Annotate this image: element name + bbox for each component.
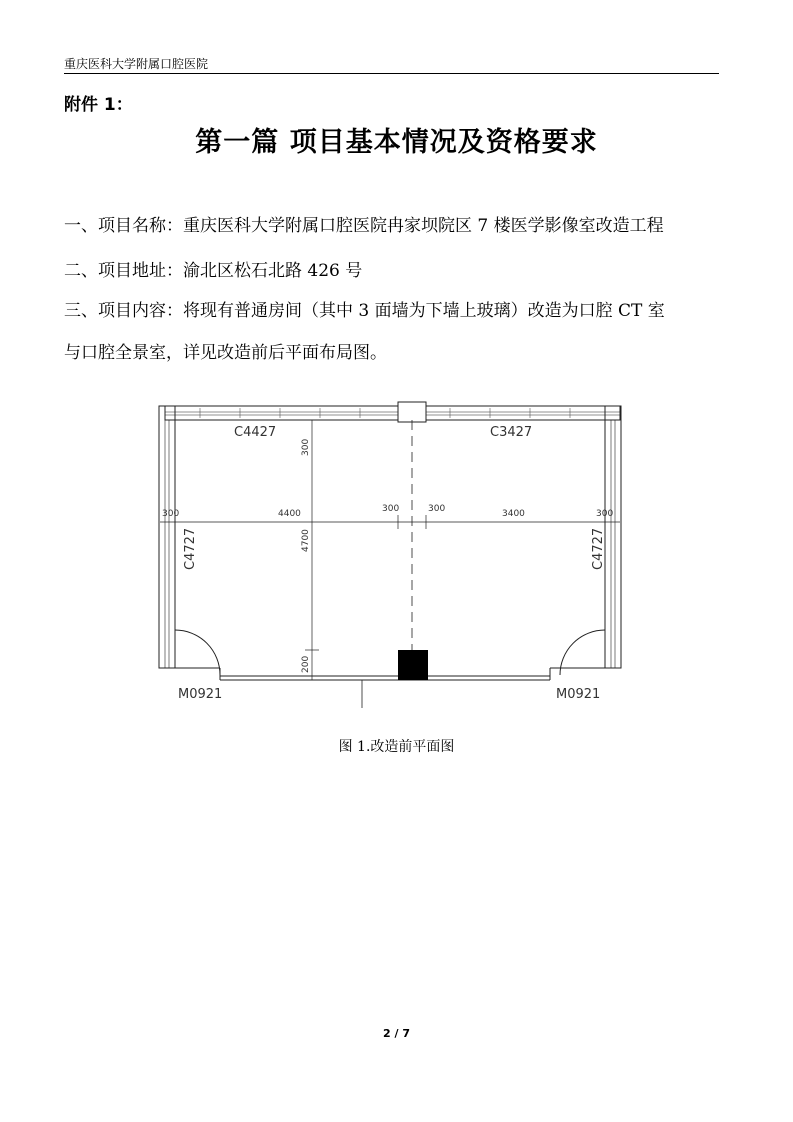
- project-content-line-2: 与口腔全景室，详见改造前后平面布局图。: [64, 343, 387, 363]
- dim-room-right-width: 3400: [502, 509, 525, 519]
- attachment-label: 附件 1：: [64, 95, 133, 115]
- window-label-c3427: C3427: [490, 425, 533, 440]
- center-column: [398, 402, 426, 422]
- structural-column: [398, 650, 428, 680]
- dim-mid-left: 300: [382, 504, 400, 514]
- floor-plan-drawing: [150, 390, 630, 710]
- window-label-c4427: C4427: [234, 425, 277, 440]
- door-label-left: M0921: [178, 687, 223, 702]
- dim-room-left-width: 4400: [278, 509, 301, 519]
- header-divider: [64, 73, 719, 74]
- right-wall: [605, 406, 621, 668]
- left-wall: [159, 406, 175, 668]
- dim-right-wall: 300: [596, 509, 614, 519]
- figure-caption: 图 1.改造前平面图: [338, 739, 455, 755]
- window-label-left: C4727: [183, 527, 198, 570]
- window-label-right: C4727: [591, 527, 606, 570]
- dim-top-offset: 300: [301, 438, 311, 456]
- top-wall: [165, 406, 620, 420]
- dim-mid-right: 300: [428, 504, 446, 514]
- dim-height: 4700: [301, 529, 311, 552]
- project-content-line-1: 三、项目内容：将现有普通房间（其中 3 面墙为下墙上玻璃）改造为口腔 CT 室: [64, 301, 665, 321]
- project-name-line: 一、项目名称：重庆医科大学附属口腔医院冉家坝院区 7 楼医学影像室改造工程: [64, 216, 664, 236]
- page-number: 2 / 7: [383, 1027, 410, 1040]
- project-address-line: 二、项目地址：渝北区松石北路 426 号: [64, 261, 363, 281]
- dim-left-wall: 300: [162, 509, 180, 519]
- door-label-right: M0921: [556, 687, 601, 702]
- dim-bottom-offset: 200: [301, 655, 311, 673]
- page-title: 第一篇 项目基本情况及资格要求: [195, 127, 598, 158]
- header-hospital-name: 重庆医科大学附属口腔医院: [64, 57, 209, 71]
